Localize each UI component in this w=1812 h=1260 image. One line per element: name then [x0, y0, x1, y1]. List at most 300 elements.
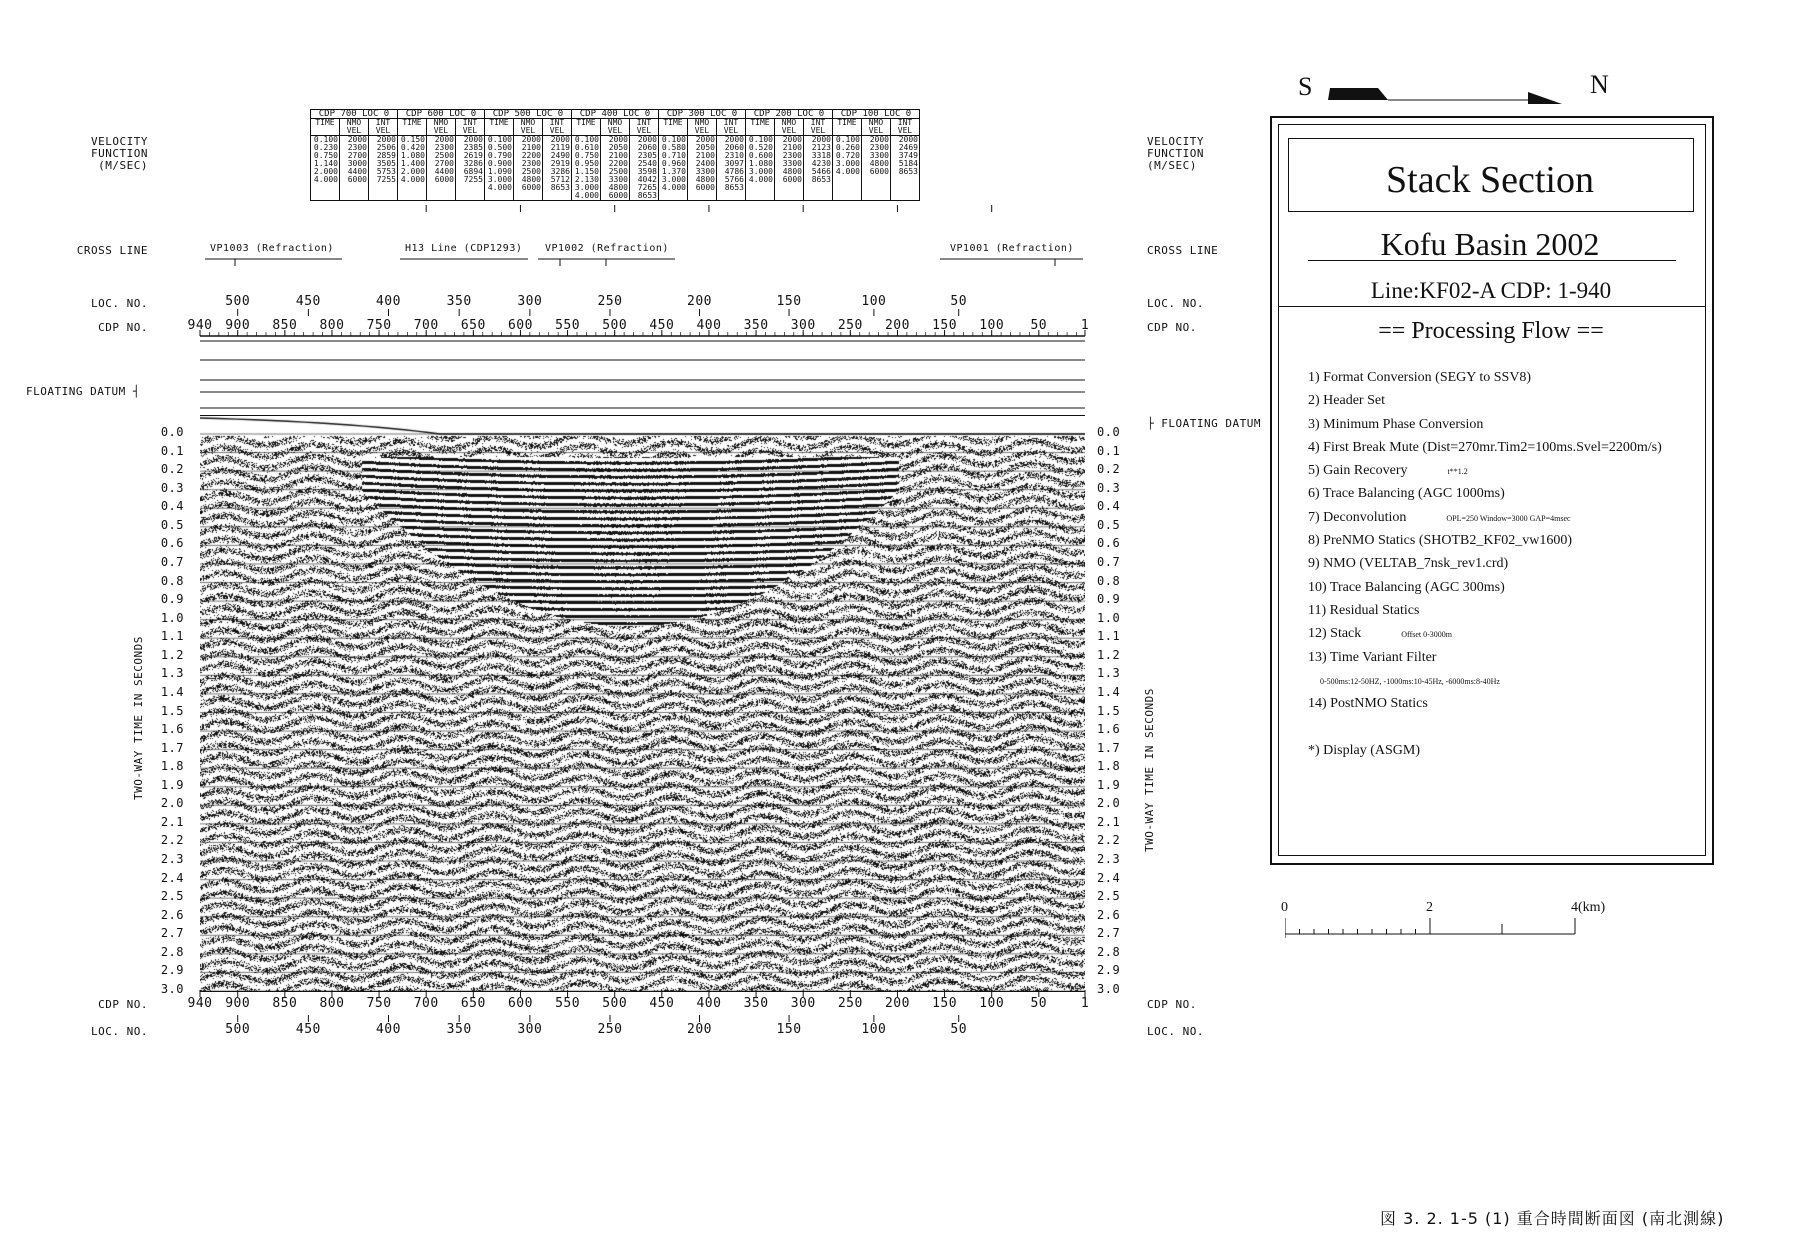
velocity-cell: 2050: [608, 143, 628, 152]
time-tick-label-left: 2.3: [160, 852, 184, 867]
velocity-cell: 2000: [550, 135, 570, 144]
velocity-cell: 2300: [347, 143, 367, 152]
cdp-tick-label: 850: [272, 318, 298, 333]
cdp-tick-label: 900: [225, 996, 251, 1011]
velocity-cell: 8653: [811, 175, 831, 184]
velocity-col-header: TIME: [659, 119, 688, 136]
loc-tick-label: 50: [950, 294, 968, 309]
time-tick-label-right: 0.8: [1097, 573, 1121, 588]
processing-step: [1308, 506, 1698, 529]
velocity-cell: 3300: [695, 167, 715, 176]
velocity-cell: 2000: [347, 135, 367, 144]
velocity-cell: 8653: [898, 167, 918, 176]
processing-step-note: Offset 0-3000m: [1401, 630, 1452, 640]
time-tick-label-left: 0.2: [160, 462, 184, 477]
velocity-cell: 4400: [347, 167, 367, 176]
time-tick-label-right: 0.4: [1097, 499, 1121, 514]
time-tick-label-right: 2.2: [1097, 833, 1121, 848]
loc-tick-label: 200: [687, 1022, 712, 1037]
time-tick-label-left: 2.2: [160, 833, 184, 848]
time-tick-label-left: 0.4: [160, 499, 184, 514]
cdp-tick-label: 600: [507, 996, 533, 1011]
cdp-tick-label: 940: [187, 318, 213, 333]
velocity-cell: 4800: [695, 175, 715, 184]
velocity-block-title: CDP 700 LOC 0: [311, 110, 398, 119]
velocity-col-header: TIME: [746, 119, 775, 136]
velocity-cell: 1.370: [661, 167, 686, 176]
velocity-cell: 2919: [550, 159, 570, 168]
velocity-cell: 3749: [898, 151, 918, 160]
velocity-cell: 4.000: [313, 175, 338, 184]
velocity-cell: 3318: [811, 151, 831, 160]
time-tick-label-right: 1.2: [1097, 647, 1121, 662]
velocity-cell: 6000: [695, 183, 715, 192]
velocity-col-header: INT VEL: [891, 119, 920, 136]
cdp-tick-label: 100: [979, 996, 1005, 1011]
cross-line-h13: H13 Line (CDP1293): [405, 243, 523, 254]
velocity-cell: 3286: [550, 167, 570, 176]
time-tick-label-right: 1.0: [1097, 610, 1121, 625]
cdp-tick-label: 550: [555, 996, 581, 1011]
time-tick-label-right: 0.2: [1097, 462, 1121, 477]
loc-no-label-right: LOC. NO.: [1147, 297, 1204, 310]
velocity-cell: 7265: [637, 183, 657, 192]
time-tick-label-left: 1.9: [160, 777, 184, 792]
velocity-block-title: CDP 400 LOC 0: [572, 110, 659, 119]
time-tick-label-right: 0.3: [1097, 480, 1121, 495]
cdp-tick-label: 900: [225, 318, 251, 333]
scale-bar: [1281, 900, 1606, 940]
processing-step: [1308, 646, 1698, 669]
processing-panel: [1270, 116, 1714, 865]
velocity-cell: 1.080: [748, 159, 773, 168]
velocity-cell: 3.000: [487, 175, 512, 184]
velocity-cell: 2506: [376, 143, 396, 152]
time-tick-label-right: 2.5: [1097, 889, 1121, 904]
cdp-tick-label: 700: [413, 996, 439, 1011]
loc-tick-label: 450: [295, 294, 321, 309]
velocity-cell: 0.580: [661, 143, 686, 152]
time-tick-label-right: 1.4: [1097, 684, 1121, 699]
processing-step-label: 7) Deconvolution: [1308, 509, 1407, 525]
time-tick-label-right: 2.4: [1097, 870, 1121, 885]
loc-no-label-bottom-left: LOC. NO.: [91, 1025, 148, 1038]
velocity-cell: 0.900: [487, 159, 512, 168]
velocity-cell: 0.720: [835, 151, 860, 160]
time-tick-label-left: 3.0: [160, 982, 184, 996]
velocity-cell: 2385: [463, 143, 483, 152]
velocity-cell: 8653: [637, 191, 657, 200]
cdp-tick-label: 150: [932, 318, 958, 333]
velocity-cell: 4800: [869, 159, 889, 168]
velocity-cell: 4042: [637, 175, 657, 184]
velocity-cell: 4.000: [574, 191, 599, 200]
velocity-cell: 1.140: [313, 159, 338, 168]
cdp-tick-label: 350: [743, 318, 769, 333]
time-tick-label-left: 1.8: [160, 759, 184, 774]
velocity-cell: 2000: [898, 135, 918, 144]
velocity-cell: 2300: [521, 159, 541, 168]
time-tick-label-right: 1.3: [1097, 666, 1121, 681]
velocity-cell: 6000: [608, 191, 628, 200]
velocity-cell: 0.710: [661, 151, 686, 160]
scale-bar-line: [1285, 900, 1585, 940]
velocity-cell: 4800: [782, 167, 802, 176]
processing-step-label: 14) PostNMO Statics: [1308, 696, 1428, 712]
processing-step-label: 13) Time Variant Filter: [1308, 649, 1437, 665]
time-tick-label-left: 0.0: [160, 425, 184, 439]
velocity-cell: 2000: [637, 135, 657, 144]
velocity-cell: 2300: [869, 143, 889, 152]
velocity-block-title: CDP 200 LOC 0: [746, 110, 833, 119]
velocity-cell: 2859: [376, 151, 396, 160]
velocity-cell: 3.000: [748, 167, 773, 176]
loc-tick-label: 350: [446, 1022, 472, 1037]
velocity-col-header: TIME: [398, 119, 427, 136]
loc-tick-label: 150: [776, 294, 802, 309]
cdp-tick-label: 450: [649, 318, 675, 333]
compass-south: S: [1298, 72, 1313, 101]
processing-step-label: 3) Minimum Phase Conversion: [1308, 416, 1484, 432]
loc-tick-label: 250: [597, 294, 623, 309]
time-tick-label-left: 2.5: [160, 889, 184, 904]
time-tick-label-left: 0.1: [160, 443, 184, 458]
velocity-cell: 0.950: [574, 159, 599, 168]
floating-datum-label-left: FLOATING DATUM ┤: [26, 385, 140, 398]
velocity-cell: 2540: [637, 159, 657, 168]
processing-step-label: 1) Format Conversion (SEGY to SSV8): [1308, 370, 1532, 385]
time-tick-label-right: 1.7: [1097, 740, 1121, 755]
velocity-cell: 2305: [637, 151, 657, 160]
velocity-cell: 2000: [724, 135, 744, 144]
velocity-cell: 5184: [898, 159, 918, 168]
velocity-cell: 6000: [521, 183, 541, 192]
velocity-cell: 2310: [724, 151, 744, 160]
velocity-col-header: TIME: [833, 119, 862, 136]
velocity-cell: 0.230: [313, 143, 338, 152]
loc-no-label-bottom-right: LOC. NO.: [1147, 1025, 1204, 1038]
velocity-col-header: INT VEL: [804, 119, 833, 136]
loc-tick-label: 400: [375, 294, 401, 309]
velocity-cell: 0.260: [835, 143, 860, 152]
cdp-no-label-bottom-left: CDP NO.: [98, 998, 148, 1011]
velocity-col-header: TIME: [485, 119, 514, 136]
figure-caption: 図 3. 2. 1-5 (1) 重合時間断面図 (南北測線): [1380, 1209, 1725, 1228]
scale-tick-label: 0: [1281, 900, 1288, 915]
cdp-tick-label: 50: [1030, 318, 1048, 333]
velocity-cell: 2000: [434, 135, 454, 144]
velocity-cell: 1.090: [487, 167, 512, 176]
velocity-cell: 4800: [521, 175, 541, 184]
velocity-cell: 2500: [608, 167, 628, 176]
time-tick-label-left: 1.7: [160, 740, 184, 755]
panel-line: Line:KF02-A CDP: 1-940: [1370, 278, 1612, 303]
processing-step-label: 6) Trace Balancing (AGC 1000ms): [1308, 486, 1505, 502]
velocity-col-header: NMO VEL: [427, 119, 456, 136]
loc-tick-label: 50: [950, 1022, 968, 1037]
velocity-block-title: CDP 600 LOC 0: [398, 110, 485, 119]
time-tick-label-left: 1.5: [160, 703, 184, 718]
velocity-cell: 2060: [637, 143, 657, 152]
velocity-cell: 3598: [637, 167, 657, 176]
velocity-cell: 6000: [782, 175, 802, 184]
velocity-cell: 2000: [521, 135, 541, 144]
loc-tick-label: 250: [597, 1022, 623, 1037]
velocity-cell: 4230: [811, 159, 831, 168]
velocity-cell: 2100: [782, 143, 802, 152]
time-tick-label-left: 2.6: [160, 907, 184, 922]
velocity-col-header: NMO VEL: [514, 119, 543, 136]
velocity-cell: 3300: [869, 151, 889, 160]
time-tick-label-left: 1.2: [160, 647, 184, 662]
loc-tick-label: 100: [861, 1022, 887, 1037]
time-tick-label-left: 0.3: [160, 480, 184, 495]
floating-datum-label-right: ├ FLOATING DATUM: [1147, 417, 1261, 430]
velocity-cell: 2000: [782, 135, 802, 144]
velocity-cell: 2100: [608, 151, 628, 160]
velocity-cell: 2100: [695, 151, 715, 160]
cdp-tick-label: 940: [187, 996, 213, 1011]
velocity-cell: 2.130: [574, 175, 599, 184]
time-tick-label-left: 2.4: [160, 870, 184, 885]
velocity-cell: 5712: [550, 175, 570, 184]
time-tick-label-right: 0.5: [1097, 517, 1121, 532]
processing-step: [1308, 389, 1698, 412]
cross-line-vp1003: VP1003 (Refraction): [210, 243, 334, 254]
velocity-cell: 6000: [434, 175, 454, 184]
cdp-tick-label: 500: [602, 318, 628, 333]
cross-line-label-right: CROSS LINE: [1147, 244, 1219, 257]
cdp-tick-label: 800: [319, 996, 345, 1011]
velocity-cell: 8653: [724, 183, 744, 192]
velocity-cell: 0.750: [574, 151, 599, 160]
cdp-tick-label: 1: [1080, 318, 1090, 333]
velocity-cell: 2200: [608, 159, 628, 168]
velocity-cell: 2050: [695, 143, 715, 152]
velocity-col-header: INT VEL: [717, 119, 746, 136]
velocity-cell: 5766: [724, 175, 744, 184]
cross-line-vp1001: VP1001 (Refraction): [950, 243, 1074, 254]
velocity-cell: 6000: [869, 167, 889, 176]
velocity-col-header: NMO VEL: [862, 119, 891, 136]
velocity-function-label-left: VELOCITY FUNCTION (M/SEC): [91, 135, 148, 172]
velocity-col-header: INT VEL: [630, 119, 659, 136]
time-tick-label-left: 2.1: [160, 814, 184, 829]
processing-step-label: 5) Gain Recovery: [1308, 463, 1408, 479]
time-tick-label-right: 0.1: [1097, 443, 1121, 458]
compass-north: N: [1590, 70, 1609, 99]
cross-line-label-left: CROSS LINE: [76, 244, 148, 257]
loc-tick-label: 300: [517, 1022, 543, 1037]
loc-tick-label: 500: [225, 1022, 251, 1037]
velocity-cell: 0.100: [835, 135, 860, 144]
scale-tick-label: 4(km): [1571, 900, 1606, 915]
cdp-tick-label: 800: [319, 318, 345, 333]
velocity-cell: 3097: [724, 159, 744, 168]
panel-title: Stack Section: [1386, 159, 1594, 201]
velocity-col-header: TIME: [311, 119, 340, 136]
time-tick-label-right: 2.9: [1097, 963, 1121, 978]
time-tick-label-right: 1.9: [1097, 777, 1121, 792]
loc-tick-label: 500: [225, 294, 251, 309]
velocity-cell: 2619: [463, 151, 483, 160]
time-tick-label-left: 0.5: [160, 517, 184, 532]
compass-arrow-icon: [1328, 84, 1568, 106]
cdp-tick-label: 400: [696, 318, 722, 333]
velocity-cell: 4.000: [748, 175, 773, 184]
velocity-cell: 2700: [434, 159, 454, 168]
velocity-cell: 2123: [811, 143, 831, 152]
velocity-cell: 3505: [376, 159, 396, 168]
velocity-col-header: INT VEL: [456, 119, 485, 136]
velocity-cell: 2.000: [313, 167, 338, 176]
panel-flow-title: == Processing Flow ==: [1378, 318, 1604, 344]
velocity-cell: 0.610: [574, 143, 599, 152]
processing-step-label: 11) Residual Statics: [1308, 602, 1420, 618]
cdp-tick-label: 50: [1030, 996, 1048, 1011]
time-tick-label-left: 1.3: [160, 666, 184, 681]
cross-line-layer: [0, 0, 1100, 420]
processing-step-label: 8) PreNMO Statics (SHOTB2_KF02_vw1600): [1308, 533, 1573, 549]
loc-tick-label: 450: [295, 1022, 321, 1037]
cdp-tick-label: 300: [790, 318, 816, 333]
cdp-tick-label: 700: [413, 318, 439, 333]
velocity-cell: 7255: [376, 175, 396, 184]
velocity-cell: 2700: [347, 151, 367, 160]
velocity-cell: 1.080: [400, 151, 425, 160]
velocity-cell: 6894: [463, 167, 483, 176]
time-tick-label-left: 1.4: [160, 684, 184, 699]
panel-survey: Kofu Basin 2002: [1380, 226, 1600, 262]
velocity-cell: 3.000: [661, 175, 686, 184]
time-tick-label-right: 2.1: [1097, 814, 1121, 829]
velocity-cell: 0.100: [748, 135, 773, 144]
velocity-cell: 3286: [463, 159, 483, 168]
processing-step: [1308, 482, 1698, 505]
velocity-cell: 4786: [724, 167, 744, 176]
loc-tick-label: 400: [375, 1022, 401, 1037]
processing-step: [1308, 622, 1698, 645]
velocity-cell: 4.000: [487, 183, 512, 192]
time-tick-label-left: 2.0: [160, 796, 184, 811]
velocity-cell: 2000: [811, 135, 831, 144]
cdp-tick-label: 750: [366, 318, 392, 333]
velocity-cell: 4.000: [661, 183, 686, 192]
velocity-cell: 2500: [434, 151, 454, 160]
velocity-cell: 0.100: [574, 135, 599, 144]
velocity-cell: 0.960: [661, 159, 686, 168]
cdp-tick-label: 550: [555, 318, 581, 333]
velocity-block-title: CDP 100 LOC 0: [833, 110, 920, 119]
velocity-cell: 0.600: [748, 151, 773, 160]
velocity-cell: 4.000: [835, 167, 860, 176]
time-tick-label-left: 0.6: [160, 536, 184, 551]
cdp-tick-label: 250: [837, 318, 863, 333]
processing-step: [1308, 413, 1698, 436]
time-tick-label-right: 0.9: [1097, 592, 1121, 607]
time-tick-label-right: 2.8: [1097, 944, 1121, 959]
time-tick-label-left: 2.7: [160, 926, 184, 941]
velocity-cell: 0.100: [487, 135, 512, 144]
velocity-cell: 3000: [347, 159, 367, 168]
processing-step-note: 0-500ms:12-50HZ, -1000ms:10-45Hz, -6000ms:8-40Hz: [1320, 676, 1500, 686]
time-tick-label-right: 2.0: [1097, 796, 1121, 811]
processing-step: [1308, 739, 1698, 762]
velocity-cell: 1.400: [400, 159, 425, 168]
scale-tick-label: 2: [1426, 900, 1433, 915]
velocity-cell: 3300: [782, 159, 802, 168]
velocity-cell: 0.420: [400, 143, 425, 152]
processing-step: [1308, 692, 1698, 715]
cdp-tick-label: 850: [272, 996, 298, 1011]
velocity-cell: 2000: [695, 135, 715, 144]
processing-step-label: 4) First Break Mute (Dist=270mr.Tim2=100ms.Svel=2200m/s): [1308, 439, 1662, 455]
processing-step: [1308, 669, 1698, 692]
cdp-tick-label: 150: [932, 996, 958, 1011]
cdp-no-label-bottom-right: CDP NO.: [1147, 998, 1197, 1011]
velocity-cell: 0.150: [400, 135, 425, 144]
processing-step: [1308, 459, 1698, 482]
time-tick-label-right: 1.1: [1097, 629, 1121, 644]
cdp-tick-label: 450: [649, 996, 675, 1011]
time-tick-label-left: 1.6: [160, 722, 184, 737]
velocity-cell: 2119: [550, 143, 570, 152]
velocity-col-header: NMO VEL: [601, 119, 630, 136]
velocity-cell: 7255: [463, 175, 483, 184]
velocity-cell: 0.100: [313, 135, 338, 144]
velocity-cell: 2400: [695, 159, 715, 168]
velocity-col-header: TIME: [572, 119, 601, 136]
time-tick-label-right: 2.7: [1097, 926, 1121, 941]
processing-step: [1308, 576, 1698, 599]
cdp-tick-label: 100: [979, 318, 1005, 333]
velocity-cell: 2490: [550, 151, 570, 160]
time-tick-label-right: 1.5: [1097, 703, 1121, 718]
time-tick-label-left: 2.9: [160, 963, 184, 978]
cdp-tick-label: 650: [460, 996, 486, 1011]
velocity-cell: 2300: [434, 143, 454, 152]
time-tick-label-left: 2.8: [160, 944, 184, 959]
processing-step-label: 9) NMO (VELTAB_7nsk_rev1.crd): [1308, 556, 1509, 572]
loc-tick-label: 300: [517, 294, 543, 309]
loc-tick-label: 350: [446, 294, 472, 309]
processing-step: [1308, 599, 1698, 622]
velocity-col-header: INT VEL: [369, 119, 398, 136]
velocity-cell: 6000: [347, 175, 367, 184]
velocity-cell: 2500: [521, 167, 541, 176]
velocity-function-label-right: VELOCITY FUNCTION (M/SEC): [1147, 135, 1204, 172]
velocity-cell: 2.000: [400, 167, 425, 176]
processing-step: [1308, 552, 1698, 575]
time-tick-label-left: 0.9: [160, 592, 184, 607]
loc-no-label-left: LOC. NO.: [91, 297, 148, 310]
time-tick-label-right: 0.6: [1097, 536, 1121, 551]
velocity-cell: 0.500: [487, 143, 512, 152]
velocity-cell: 2469: [898, 143, 918, 152]
processing-step: [1308, 366, 1698, 389]
cdp-tick-label: 200: [884, 318, 910, 333]
processing-step-label: *) Display (ASGM): [1308, 742, 1420, 758]
velocity-cell: 0.750: [313, 151, 338, 160]
velocity-cell: 8653: [550, 183, 570, 192]
velocity-cell: 1.150: [574, 167, 599, 176]
velocity-cell: 4400: [434, 167, 454, 176]
velocity-col-header: INT VEL: [543, 119, 572, 136]
cdp-tick-label: 500: [602, 996, 628, 1011]
velocity-cell: 2100: [521, 143, 541, 152]
processing-step: [1308, 715, 1698, 738]
processing-steps: [1308, 366, 1698, 762]
